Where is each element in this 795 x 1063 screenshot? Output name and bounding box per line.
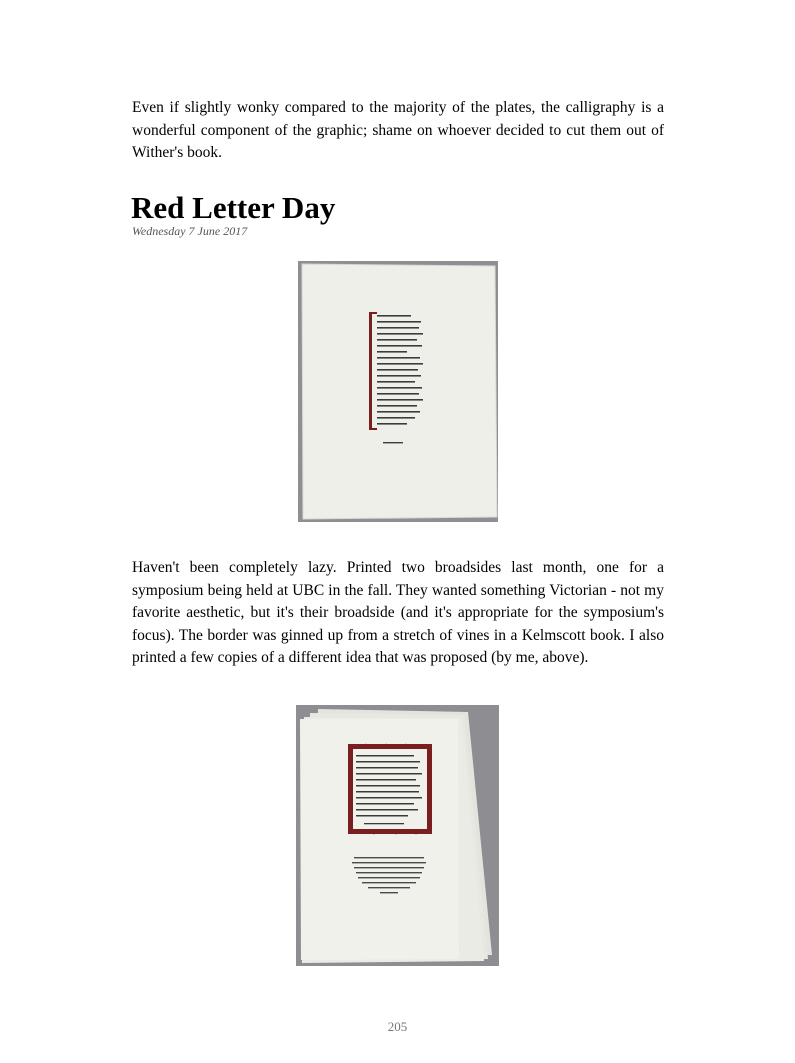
page-number: 205: [387, 1019, 408, 1034]
intro-paragraph: Even if slightly wonky compared to the majority of the plates, the calligraphy is a wonderful component of the graphic; shame on whoever decided to cut them out of Wither's book.: [132, 99, 664, 161]
body-paragraph: Haven't been completely lazy. Printed two broadsides last month, one for a symposium being held at UBC in the fall. They wanted something Victorian - not my favorite aesthetic, but it's their broadside (and it's appropriate for the symposium's focus). The border was ginned up from a stretch of vines in a Kelmscott book. I also printed a few copies of a different idea that was proposed (by me, above).: [132, 559, 664, 666]
broadside-photo: [298, 261, 498, 522]
post-title: Red Letter Day: [131, 190, 336, 225]
post-date: Wednesday 7 June 2017: [132, 224, 248, 238]
broadside-stack-photo: [296, 705, 499, 966]
